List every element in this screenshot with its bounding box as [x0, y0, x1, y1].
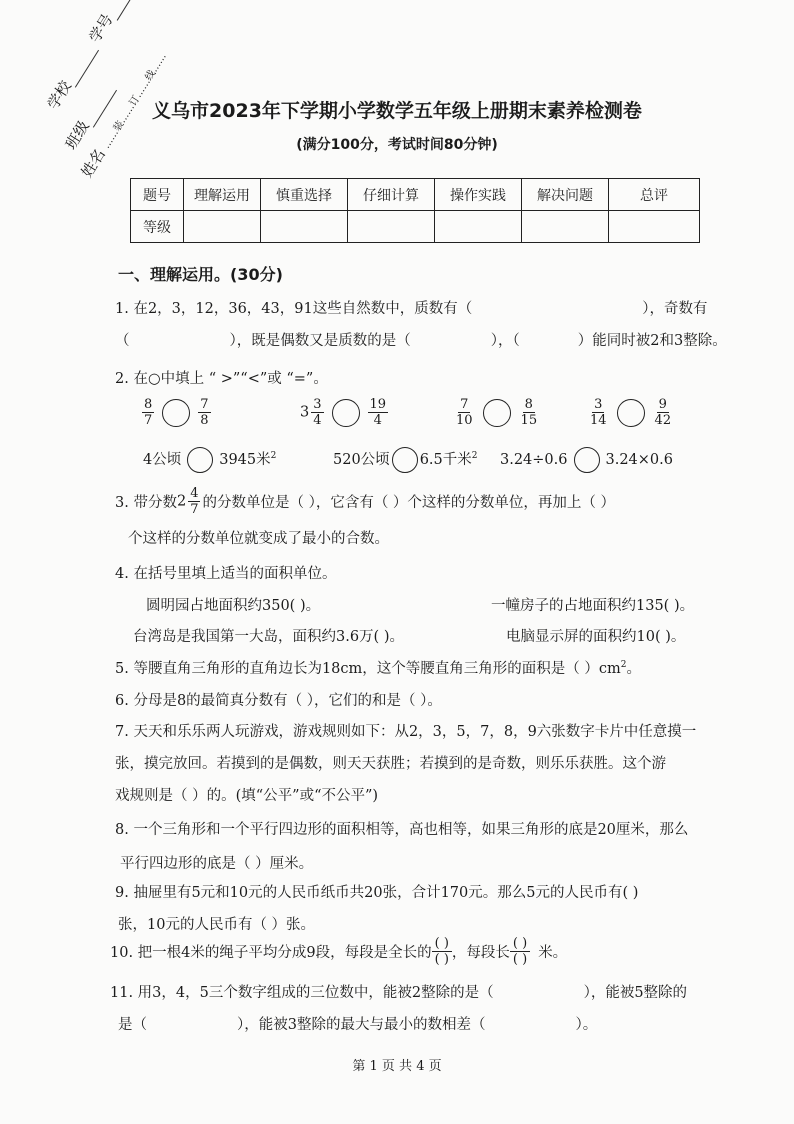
q1-text: ）能同时被2和3整除。	[577, 333, 727, 349]
compare-item-3	[452, 397, 541, 428]
question-9-line-2: 张，10元的人民币有（ ）张。	[118, 917, 316, 933]
q1-text: ），奇数有	[642, 301, 708, 317]
question-9-line-1: 9. 抽屉里有5元和10元的人民币纸币共20张，合计170元。那么5元的人民币有( )	[115, 885, 639, 901]
binding-strip	[22, 10, 212, 180]
section-heading: 一、理解运用。(30分)	[118, 265, 283, 284]
question-4-item-c: 台湾岛是我国第一大岛，面积约3.6万( )。	[133, 629, 404, 645]
score-header-cell: 总评	[609, 179, 700, 211]
fraction: $\frac{7}{10}$	[456, 397, 473, 428]
question-2-intro: 2. 在○中填上 “ >”“<”或 “=”。	[115, 371, 328, 387]
fraction-blank[interactable]: ( ) ( )	[432, 936, 452, 967]
question-4-item-d: 电脑显示屏的面积约10( )。	[506, 629, 686, 645]
fraction: $\frac{7}{8}$	[200, 397, 209, 428]
question-7-line-3: 戏规则是（ ）的。(填“公平”或“不公平”)	[115, 788, 379, 804]
school-label: 学校	[43, 77, 75, 113]
score-header-cell: 操作实践	[435, 179, 522, 211]
school-blank[interactable]	[63, 42, 99, 87]
q1-text: ），既是偶数又是质数的是（	[229, 333, 411, 349]
score-table-header-row	[131, 179, 700, 211]
exam-subtitle: (满分100分，考试时间80分钟)	[296, 137, 498, 153]
compare-circle[interactable]	[332, 399, 360, 427]
question-8-line-2: 平行四边形的底是（ ）厘米。	[120, 856, 314, 872]
question-7-line-1: 7. 天天和乐乐两人玩游戏，游戏规则如下：从2，3，5，7，8，9六张数字卡片中任意摸一	[115, 724, 697, 740]
grade-cell[interactable]	[184, 211, 261, 243]
question-4-item-a: 圆明园占地面积约350( )。	[146, 598, 321, 614]
question-7-line-2: 张，摸完放回。若摸到的是偶数，则天天获胜；若摸到的是奇数，则乐乐获胜。这个游	[115, 756, 666, 772]
question-3-line-2: 个这样的分数单位就变成了最小的合数。	[128, 531, 389, 547]
compare-circle[interactable]	[617, 399, 645, 427]
score-header-cell: 仔细计算	[348, 179, 435, 211]
grade-cell[interactable]	[348, 211, 435, 243]
student-id-label: 学号	[85, 10, 117, 46]
compare-circle[interactable]	[483, 399, 511, 427]
fraction: $\frac{19}{4}$	[369, 397, 387, 428]
compare-circle[interactable]	[162, 399, 190, 427]
compare-item-6: 520公顷 6.5千米$^2$	[333, 447, 477, 473]
q1-text: ），（	[490, 333, 520, 349]
score-header-cell: 题号	[131, 179, 184, 211]
score-table	[130, 178, 700, 243]
exam-title: 义乌市2023年下学期小学数学五年级上册期末素养检测卷	[152, 100, 642, 122]
fraction: $\frac{8}{7}$	[144, 397, 153, 428]
question-8-line-1: 8. 一个三角形和一个平行四边形的面积相等，高也相等，如果三角形的底是20厘米，那么	[115, 822, 689, 838]
compare-item-5: 4公顷 3945米$^2$	[143, 447, 276, 473]
compare-item-4	[586, 397, 675, 428]
compare-item-7: 3.24÷0.6 3.24×0.6	[500, 447, 673, 473]
fraction: $\frac{3}{14}$	[590, 397, 607, 428]
fraction: $\frac{4}{7}$	[190, 486, 199, 517]
question-10: 10. 把一根4米的绳子平均分成9段，每段是全长的 ( ) ( ) ，每段长 ( ) ( ) 米。	[110, 936, 568, 967]
page-number: 第 1 页 共 4 页	[352, 1059, 442, 1074]
fraction: $\frac{8}{15}$	[520, 397, 538, 428]
fraction-blank[interactable]: ( ) ( )	[510, 936, 530, 967]
question-6: 6. 分母是8的最简真分数有（ ），它们的和是（ ）。	[115, 693, 442, 709]
compare-circle[interactable]	[187, 447, 213, 473]
score-table-grade-row	[131, 211, 700, 243]
question-1-line-2	[115, 329, 727, 350]
question-11-line-2: 是（ ），能被3整除的最大与最小的数相差（ ）。	[118, 1017, 598, 1033]
fraction: $\frac{3}{4}$	[313, 397, 322, 428]
score-header-cell: 理解运用	[184, 179, 261, 211]
compare-circle[interactable]	[574, 447, 600, 473]
cut-line: ……装……订……线……	[101, 51, 169, 151]
question-5: 5. 等腰直角三角形的直角边长为18cm，这个等腰直角三角形的面积是（ ）$cm^2$。	[115, 660, 641, 677]
question-1-line-1	[115, 297, 707, 318]
q1-text: 1. 在2，3，12，36，43，91这些自然数中，质数有（	[115, 301, 473, 317]
grade-cell[interactable]	[435, 211, 522, 243]
name-label: 姓名	[77, 145, 109, 181]
compare-item-2: 3 $\frac{3}{4}$ $\frac{19}{4}$	[300, 397, 387, 428]
grade-cell[interactable]	[609, 211, 700, 243]
score-header-cell: 解决问题	[522, 179, 609, 211]
grade-label-cell: 等级	[131, 211, 184, 243]
class-label: 班级	[61, 117, 93, 153]
question-11-line-1: 11. 用3，4，5三个数字组成的三位数中，能被2整除的是（ ），能被5整除的	[110, 985, 688, 1001]
fraction: $\frac{9}{42}$	[654, 397, 672, 428]
q1-text: （	[115, 333, 130, 349]
compare-item-1	[140, 397, 213, 428]
grade-cell[interactable]	[261, 211, 348, 243]
question-4-intro: 4. 在括号里填上适当的面积单位。	[115, 566, 337, 582]
question-3-line-1: 3. 带分数2 $\frac{4}{7}$ 的分数单位是（ ），它含有（ ）个这样的分数单位，再加上（ ）	[115, 486, 616, 517]
compare-circle[interactable]	[392, 447, 418, 473]
question-4-item-b: 一幢房子的占地面积约135( )。	[491, 598, 695, 614]
score-header-cell: 慎重选择	[261, 179, 348, 211]
grade-cell[interactable]	[522, 211, 609, 243]
